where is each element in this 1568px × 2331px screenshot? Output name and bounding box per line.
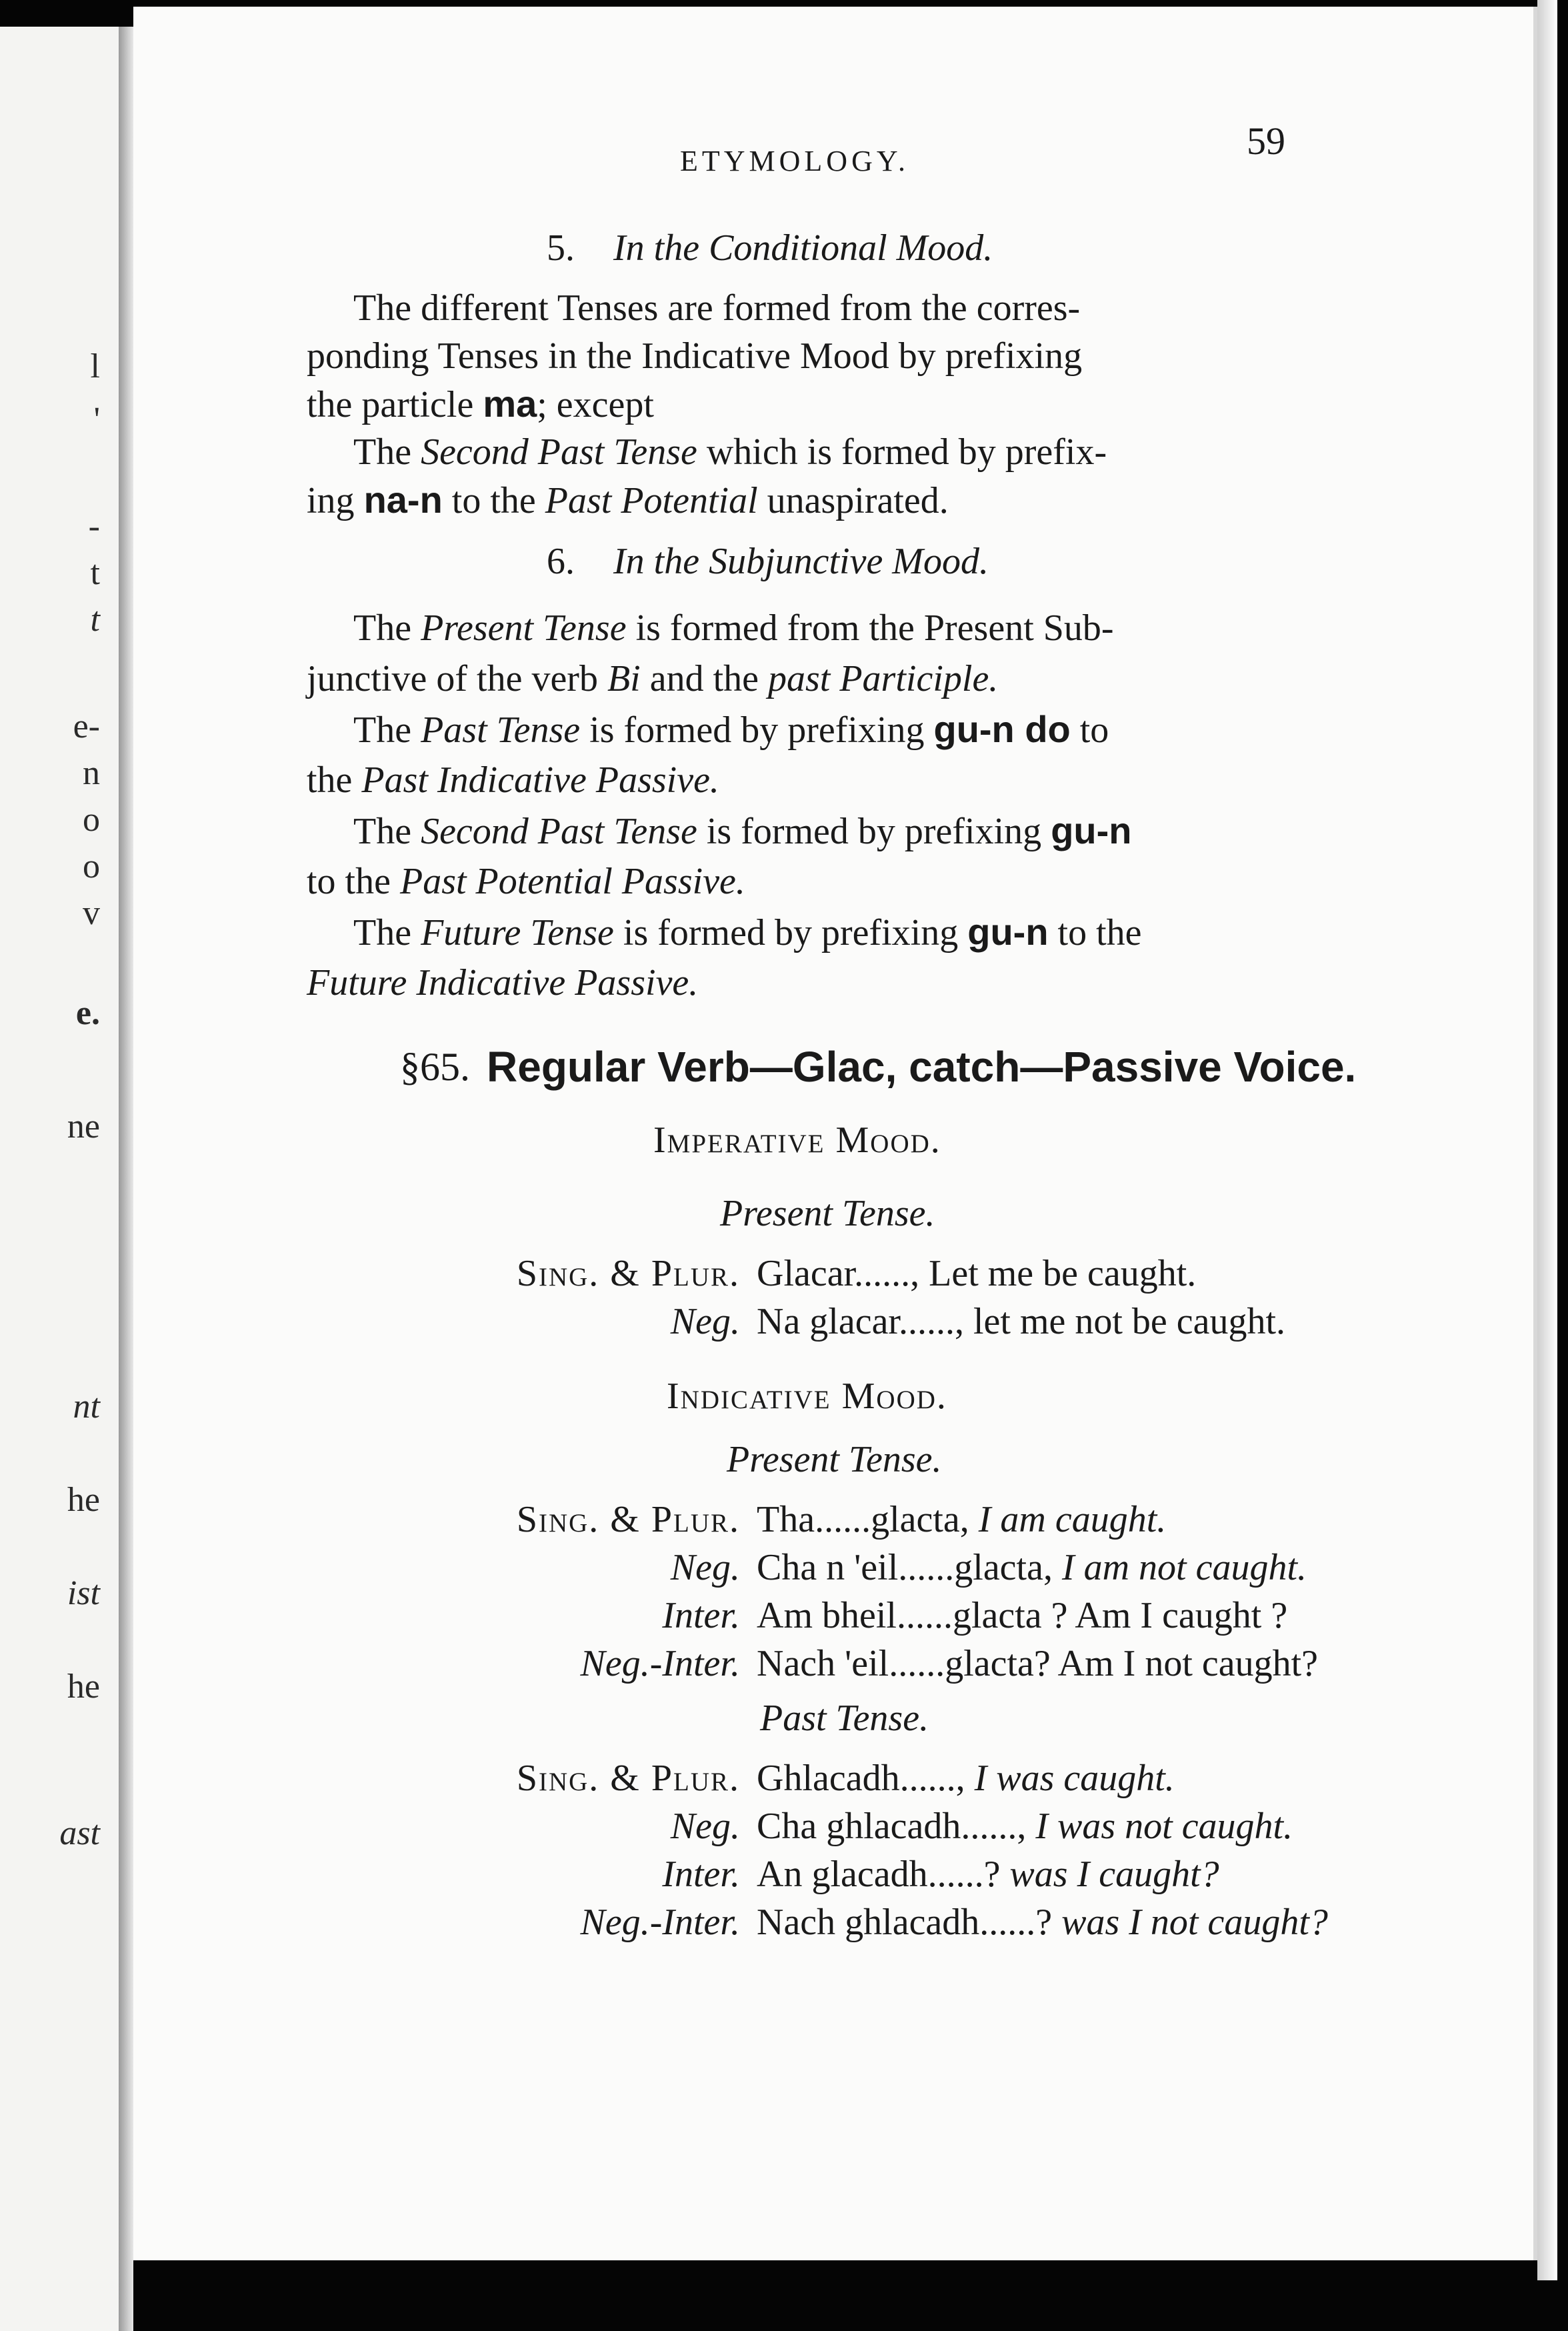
text-run: to the [442, 480, 545, 521]
text-run: unaspirated. [757, 480, 949, 521]
paragraph-line [353, 809, 1131, 853]
italic-term: Future Indicative Passive. [307, 962, 699, 1003]
text-run: The [353, 709, 421, 751]
paradigm-label: Neg. [670, 1547, 740, 1588]
mood-heading: Imperative Mood. [653, 1119, 941, 1161]
paragraph-line [307, 860, 745, 903]
left-page-text-fragment: - [88, 507, 100, 545]
italic-term: Past Potential Passive. [399, 861, 745, 902]
paradigm-label: Inter. [662, 1854, 740, 1895]
paradigm-form: Nach ghlacadh......? was I not caught? [757, 1902, 1328, 1943]
text-run: ponding Tenses in the Indicative Mood by prefixing [307, 335, 1083, 377]
paragraph-line [307, 961, 698, 1004]
left-page-text-fragment: o [83, 847, 100, 885]
text-run: ing [307, 480, 364, 521]
paragraph-line [353, 708, 1109, 751]
text-run: the [307, 759, 362, 801]
left-page-text-fragment: nt [73, 1388, 100, 1426]
left-page-text-fragment: he [67, 1668, 100, 1706]
section-title: Regular Verb—Glac, catch—Passive Voice. [487, 1043, 1357, 1091]
text-run: is formed by prefixing [613, 912, 968, 953]
tense-heading: Past Tense. [760, 1698, 929, 1739]
paradigm-form: Na glacar......, let me not be caught. [757, 1301, 1286, 1342]
text-run: The [353, 811, 421, 852]
paradigm-form: Nach 'eil......glacta? Am I not caught? [757, 1643, 1319, 1684]
paragraph-line [353, 911, 1142, 954]
paradigm-label: Sing. & Plur. [516, 1499, 740, 1540]
book-page [133, 7, 1537, 2260]
italic-term: Second Past Tense [421, 431, 697, 473]
bold-term: gu-n do [933, 708, 1071, 750]
italic-term: Past Tense [421, 709, 581, 751]
left-page-text-fragment: n [83, 754, 100, 792]
paradigm-label: Neg.-Inter. [580, 1643, 740, 1684]
text-run: ; except [537, 384, 654, 425]
paradigm-label: Inter. [662, 1595, 740, 1636]
left-page-fragment [0, 27, 119, 2331]
left-page-text-fragment: t [90, 601, 100, 639]
paragraph-line [307, 759, 719, 801]
paragraph-line [353, 287, 1080, 329]
paradigm-label: Neg. [670, 1301, 740, 1342]
left-page-text-fragment: ast [59, 1814, 100, 1852]
left-page-text-fragment: ist [67, 1574, 100, 1612]
paragraph-line [307, 335, 1082, 377]
left-page-text-fragment: l [90, 347, 100, 385]
paradigm-form: Cha n 'eil......glacta, I am not caught. [757, 1547, 1307, 1588]
paradigm-label: Sing. & Plur. [516, 1253, 740, 1294]
mood-heading: Indicative Mood. [667, 1376, 947, 1417]
paragraph-line [353, 607, 1114, 649]
section-heading: In the Conditional Mood. [613, 227, 993, 269]
text-run: and the [640, 658, 768, 699]
paradigm-gloss: I am not caught. [1061, 1547, 1307, 1588]
italic-term: Second Past Tense [421, 811, 697, 852]
paradigm-form: Am bheil......glacta ? Am I caught ? [757, 1595, 1288, 1636]
paradigm-gloss: was I caught? [1009, 1854, 1219, 1895]
text-run: junctive of the verb [307, 658, 607, 699]
italic-term: past Participle. [768, 658, 999, 699]
paradigm-form: Ghlacadh......, I was caught. [757, 1758, 1175, 1799]
paradigm-gloss: I am caught. [978, 1499, 1167, 1540]
text-run: to [1070, 709, 1109, 751]
paradigm-gloss: I was not caught. [1035, 1806, 1293, 1847]
section-number: 6. [547, 541, 575, 582]
left-page-text-fragment: e- [73, 707, 100, 745]
section-heading: In the Subjunctive Mood. [613, 541, 989, 582]
section-number: §65. [400, 1045, 470, 1089]
paragraph-line [307, 383, 654, 426]
left-page-text-fragment: v [83, 894, 100, 932]
left-page-text-fragment: ' [93, 401, 100, 439]
paradigm-form: An glacadh......? was I caught? [757, 1854, 1219, 1895]
page-edge [1537, 0, 1557, 2280]
section-number: 5. [547, 227, 575, 269]
paragraph-line [353, 431, 1107, 473]
paradigm-form: Glacar......, Let me be caught. [757, 1253, 1197, 1294]
bold-term: na-n [363, 479, 443, 521]
paradigm-gloss: I was caught. [974, 1758, 1175, 1799]
tense-heading: Present Tense. [720, 1193, 935, 1234]
tense-heading: Present Tense. [727, 1439, 942, 1480]
italic-term: Past Potential [545, 480, 758, 521]
paradigm-label: Neg.-Inter. [580, 1902, 740, 1943]
text-run: The [353, 607, 421, 649]
paragraph-line [307, 479, 949, 522]
bold-term: gu-n [967, 911, 1049, 953]
text-run: is formed from the Present Sub- [626, 607, 1114, 649]
paradigm-gloss: let me not be caught. [973, 1301, 1286, 1342]
paradigm-form: Cha ghlacadh......, I was not caught. [757, 1806, 1293, 1847]
left-page-text-fragment: he [67, 1481, 100, 1519]
text-run: which is formed by prefix- [697, 431, 1107, 473]
left-page-text-fragment: ne [67, 1107, 100, 1145]
text-run: to the [1048, 912, 1142, 953]
paradigm-label: Neg. [670, 1806, 740, 1847]
text-run: is formed by prefixing [697, 811, 1051, 852]
text-run: The [353, 912, 421, 953]
text-run: the particle [307, 384, 483, 425]
paradigm-gloss: was I not caught? [1061, 1902, 1328, 1943]
paradigm-form: Tha......glacta, I am caught. [757, 1499, 1167, 1540]
left-page-text-fragment: o [83, 801, 100, 839]
left-page-text-fragment: t [90, 554, 100, 592]
italic-term: Present Tense [421, 607, 627, 649]
paradigm-label: Sing. & Plur. [516, 1758, 740, 1799]
text-run: to the [307, 861, 400, 902]
italic-term: Future Tense [421, 912, 614, 953]
left-page-text-fragment: e. [75, 994, 100, 1032]
bold-term: ma [483, 383, 537, 425]
book-gutter [119, 27, 133, 2331]
paradigm-gloss: Am I not caught? [1057, 1643, 1319, 1684]
running-head: ETYMOLOGY. [680, 145, 909, 177]
paradigm-gloss: Am I caught ? [1075, 1595, 1288, 1636]
text-run: The different Tenses are formed from the corres- [353, 287, 1081, 329]
italic-term: Bi [607, 658, 641, 699]
page-number: 59 [1247, 119, 1285, 163]
text-run: The [353, 431, 421, 473]
paradigm-gloss: Let me be caught. [929, 1253, 1197, 1294]
paragraph-line [307, 657, 998, 700]
italic-term: Past Indicative Passive. [361, 759, 719, 801]
bold-term: gu-n [1051, 809, 1132, 851]
text-run: is formed by prefixing [580, 709, 934, 751]
